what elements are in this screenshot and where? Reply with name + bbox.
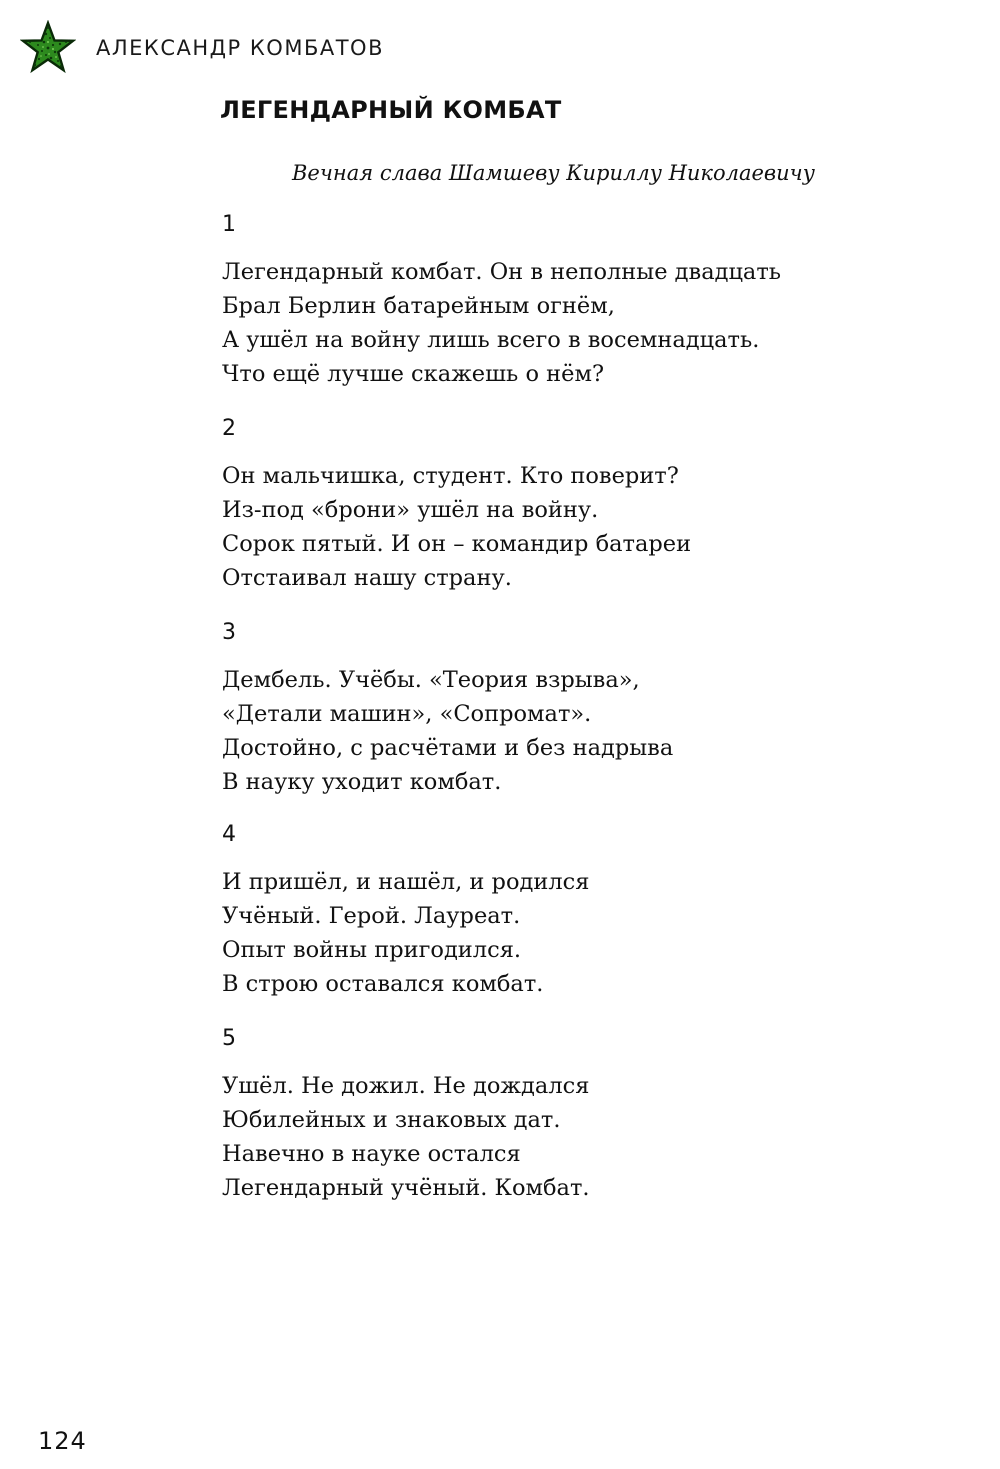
poem-dedication: Вечная слава Шамшеву Кириллу Николаевичу bbox=[292, 161, 815, 185]
stanza-number: 3 bbox=[222, 620, 236, 645]
verse-line: Легендарный учёный. Комбат. bbox=[222, 1175, 590, 1201]
stanza-number: 2 bbox=[222, 416, 236, 441]
stanza-number: 4 bbox=[222, 822, 236, 847]
verse-line: Легендарный комбат. Он в неполные двадцать bbox=[222, 259, 782, 285]
verse-line: В науку уходит комбат. bbox=[222, 769, 502, 795]
stanza-4 bbox=[222, 821, 589, 1001]
verse-line: Учёный. Герой. Лауреат. bbox=[222, 903, 521, 929]
verse-line: Навечно в науке остался bbox=[222, 1141, 521, 1167]
verse-line: Брал Берлин батарейным огнём, bbox=[222, 293, 615, 319]
stanza-1 bbox=[222, 211, 781, 391]
verse-line: Он мальчишка, студент. Кто поверит? bbox=[222, 463, 679, 489]
stanza-number: 1 bbox=[222, 212, 236, 237]
verse-line: Из-под «брони» ушёл на войну. bbox=[222, 497, 599, 523]
stanza-verse bbox=[222, 1069, 590, 1205]
stanza-verse bbox=[222, 255, 781, 391]
verse-line: «Детали машин», «Сопромат». bbox=[222, 701, 592, 727]
stanza-5 bbox=[222, 1025, 590, 1205]
page-number: 124 bbox=[38, 1427, 87, 1455]
stanza-3 bbox=[222, 619, 673, 799]
stanza-verse bbox=[222, 459, 691, 595]
verse-line: Юбилейных и знаковых дат. bbox=[222, 1107, 561, 1133]
verse-line: А ушёл на войну лишь всего в восемнадцать. bbox=[222, 327, 760, 353]
poem-title: ЛЕГЕНДАРНЫЙ КОМБАТ bbox=[220, 96, 562, 124]
stanza-2 bbox=[222, 415, 691, 595]
verse-line: Сорок пятый. И он – командир батареи bbox=[222, 531, 692, 557]
verse-line: И пришёл, и нашёл, и родился bbox=[222, 869, 590, 895]
verse-line: Отстаивал нашу страну. bbox=[222, 565, 512, 591]
verse-line: Что ещё лучше скажешь о нём? bbox=[222, 361, 605, 387]
verse-line: Ушёл. Не дожил. Не дождался bbox=[222, 1073, 590, 1099]
running-head-author: АЛЕКСАНДР КОМБАТОВ bbox=[96, 36, 384, 60]
verse-line: Дембель. Учёбы. «Теория взрыва», bbox=[222, 667, 640, 693]
verse-line: Достойно, с расчётами и без надрыва bbox=[222, 735, 674, 761]
stanza-number: 5 bbox=[222, 1026, 236, 1051]
verse-line: В строю оставался комбат. bbox=[222, 971, 544, 997]
stanza-verse bbox=[222, 663, 673, 799]
stanza-verse bbox=[222, 865, 589, 1001]
verse-line: Опыт войны пригодился. bbox=[222, 937, 522, 963]
star-icon bbox=[20, 20, 76, 76]
running-head bbox=[20, 26, 384, 70]
